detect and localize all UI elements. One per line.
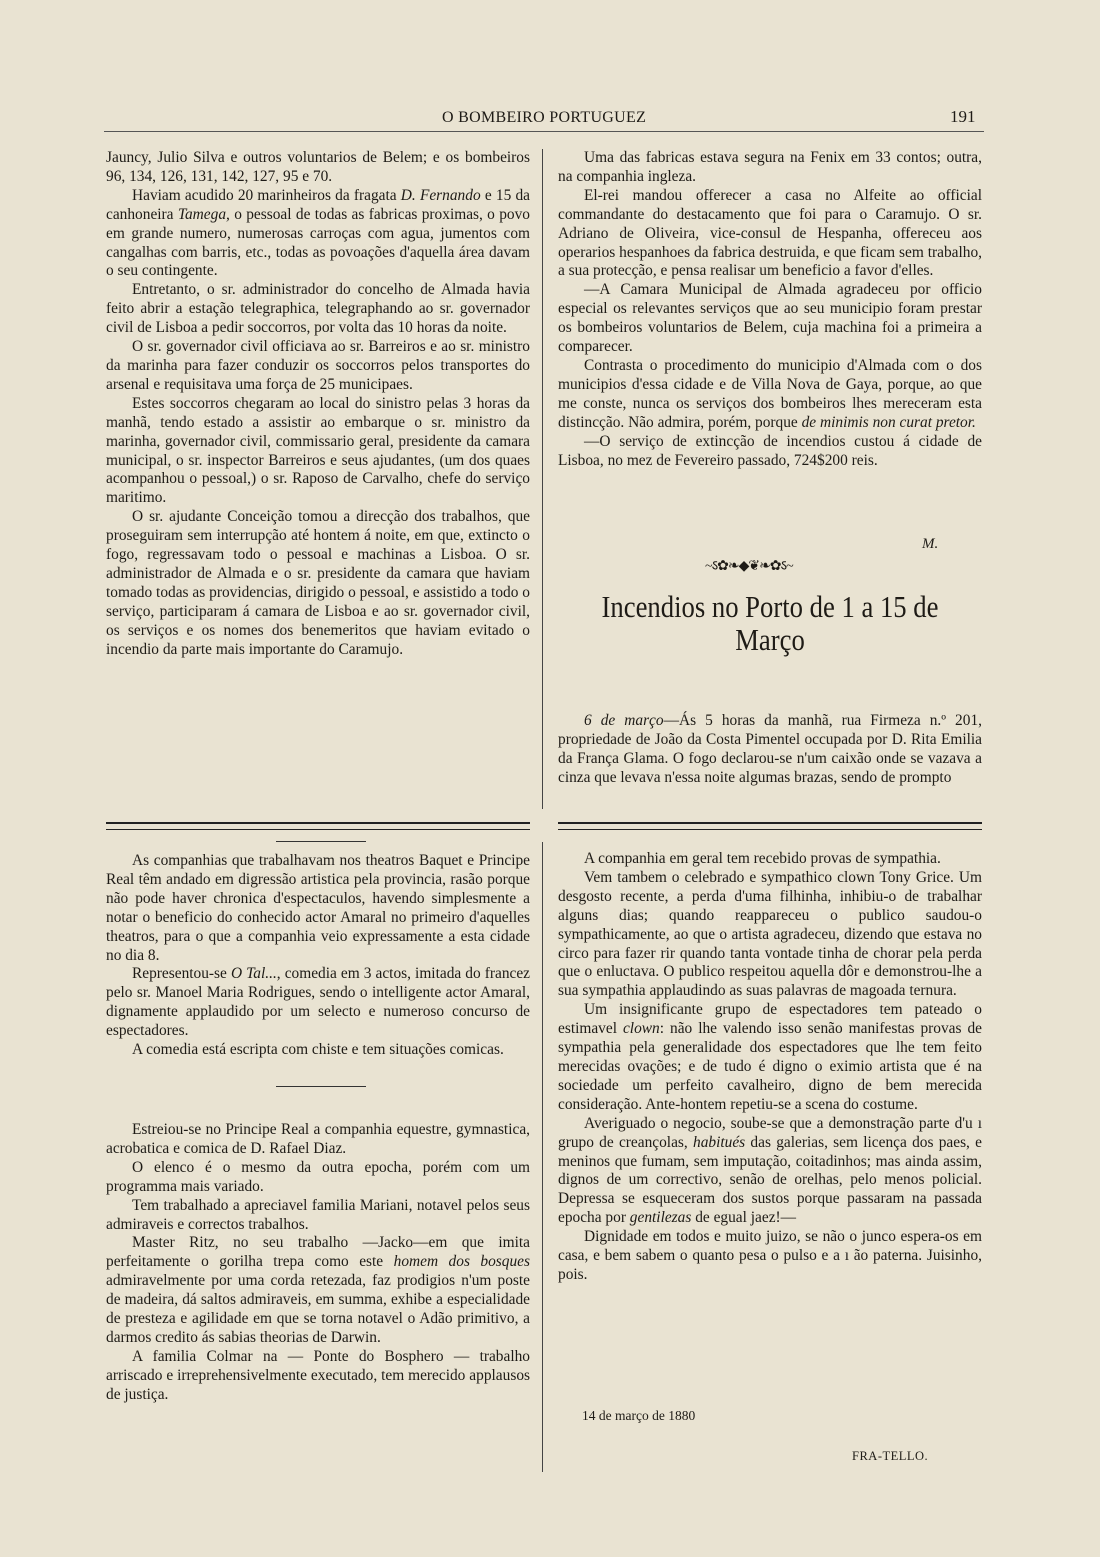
feuilleton-right (558, 850, 982, 1285)
short-rule (276, 1086, 366, 1087)
double-rule-left (106, 822, 530, 830)
paragraph: Averiguado o negocio, soube-se que a demonstração parte d'u ı grupo de creançolas, habitués das galerias, sem licença dos paes, e meninos que fumam, sem imputação, coitadinhos; mas ainda assim, dignos de um correctivo, senão de orelhas, pelo menos policial. Depressa se esqueceram dos sustos porque passaram na passada epocha por gentilezas de egual jaez!— (558, 1114, 983, 1227)
paragraph: Estes soccorros chegaram ao local do sinistro pelas 3 horas da manhã, tendo estado a assistir ao embarque o sr. ministro da marinha, governador civil, commissario geral, presidente da camara municipal, o sr. inspector Barreiros e seus ajudantes, (um dos quaes acompanhou o pessoal,) o sr. Raposo de Carvalho, chefe do serviço maritimo. (106, 394, 530, 507)
header-rule (104, 131, 984, 132)
incendio-paragraph: 6 de março—Ás 5 horas da manhã, rua Firmeza n.º 201, propriedade de João da Costa Pimentel occupada por D. Rita Emilia da França Glama. O fogo declarou-se n'um caixão onde se vazava a cinza que levava n'essa noite algumas brazas, sendo de prompto (558, 712, 982, 786)
author-signature: FRA-TELLO. (852, 1449, 929, 1463)
column-divider-bottom (542, 842, 543, 1472)
section-heading: Incendios no Porto de 1 a 15 de Março (601, 589, 939, 657)
paragraph: Master Ritz, no seu trabalho —Jacko—em que imita perfeitamente o gorilha trepa como este homem dos bosques admiravelmente por uma corda retezada, faz prodigios n'um poste de madeira, dá saltos admiraveis, em summa, exhibe a especialidade de presteza e agilidade em que se torna notavel o Adão primitivo, a darmos credito ás sabias theorias de Darwin. (106, 1234, 530, 1346)
paragraph: Vem tambem o celebrado e sympathico clown Tony Grice. Um desgosto recente, a perda d'uma filhinha, inhibiu-o de trabalhar alguns dias; quando reappareceu o publico saudou-o sympathicamente, ao que o artista agradeceu, dizendo que estava no circo para fazer rir quando tanta vontade tinha de chorar pela perda que o enluctava. O publico respeitou aquella dôr e demonstrou-lhe a sua sympathia applaudindo as suas palavras de magoada ternura. (558, 868, 982, 1000)
paragraph: Estreiou-se no Principe Real a companhia equestre, gymnastica, acrobatica e comica de D. Rafael Diaz. (106, 1120, 530, 1157)
paragraph: O sr. ajudante Conceição tomou a direcção dos trabalhos, que proseguiram sem interrupção até hontem á noite, em que, extincto o fogo, regressavam todo o pessoal e machinas a Lisboa. O sr. administrador de Almada e o sr. presidente da camara que haviam tomado todas as providencias, dirigido o pessoal, e assistido a todo o serviço, participaram á camara de Lisboa e ao sr. governador civil, os serviços e os nomes dos benemeritos que haviam evitado o incendio da parte mais importante do Caramujo. (106, 508, 530, 658)
paragraph: Um insignificante grupo de espectadores tem pateado o estimavel clown: não lhe valendo isso senão manifestas provas de sympathia pela generalidade dos espectadores que lhe tem feito merecidas ovações; e de tudo é digno o eximio artista que é na sociedade um perfeito cavalheiro, digno de bem merecida consideração. Ante-hontem repetiu-se a scena do costume. (558, 1001, 982, 1113)
dateline: 14 de março de 1880 (582, 1408, 696, 1423)
ornament-divider: ~ऽ✿❧◆❦❧✿ऽ~ (705, 559, 793, 574)
paragraph: As companhias que trabalhavam nos theatros Baquet e Principe Real têm andado em digressão artistica pela provincia, rasão porque não pode haver chronica d'espectaculos, havendo simplesmente a notar o beneficio do conhecido actor Amaral no primeiro d'aquelles theatros, para o que a companhia veio expressamente a esta cidade no dia 8. (106, 852, 530, 964)
double-rule-right (558, 822, 982, 830)
running-head-title: O BOMBEIRO PORTUGUEZ (442, 109, 647, 126)
short-rule (276, 841, 366, 842)
paragraph: O elenco é o mesmo da outra epocha, porém com um programma mais variado. (106, 1158, 530, 1195)
paragraph: El-rei mandou offerecer a casa no Alfeite ao official commandante do destacamento que foi para o Caramujo. O sr. Adriano de Oliveira, vice-consul de Hespanha, offereceu aos operarios hespanhoes da fabrica destruida, e que ficam sem trabalho, a sua protecção, e pensa realisar um beneficio a favor d'elles. (558, 186, 982, 280)
paragraph: —A Camara Municipal de Almada agradeceu por officio especial os relevantes serviços que ao seu municipio foram prestar os bombeiros voluntarios de Belem, cuja machina foi a primeira a comparecer. (558, 281, 982, 356)
column-divider-top (542, 149, 543, 809)
paragraph: Dignidade em todos e muito juizo, se não o junco espera-os em casa, e bem sabem o quanto pesa o pulso e a ı ão paterna. Juisinho, pois. (558, 1228, 982, 1283)
signature-m: M. (922, 536, 939, 552)
article-column-left-top (106, 149, 530, 659)
page-number: 191 (950, 107, 976, 126)
paragraph: Tem trabalhado a apreciavel familia Mariani, notavel pelos seus admiraveis e correctos trabalhos. (106, 1196, 530, 1233)
paragraph: Uma das fabricas estava segura na Fenix em 33 contos; outra, na companhia ingleza. (558, 149, 982, 185)
paragraph: Haviam acudido 20 marinheiros da fragata D. Fernando e 15 da canhoneira Tamega, o pessoal de todas as fabricas proximas, o povo em grande numero, numerosas carroças com agua, jumentos com cangalhas com barris, etc., todas as povoações d'aquella área davam o seu contingente. (106, 186, 531, 280)
paragraph: A comedia está escripta com chiste e tem situações comicas. (132, 1041, 504, 1059)
paragraph: Representou-se O Tal..., comedia em 3 actos, imitada do francez pelo sr. Manoel Maria Rodrigues, sendo o intelligente actor Amaral, dignamente applaudido por um selecto e numeroso concurso de espectadores. (106, 965, 531, 1040)
paragraph: A companhia em geral tem recebido provas de sympathia. (584, 850, 941, 867)
paragraph: —O serviço de extincção de incendios custou á cidade de Lisboa, no mez de Fevereiro passado, 724$200 reis. (558, 432, 982, 469)
paragraph: O sr. governador civil officiava ao sr. Barreiros e ao sr. ministro da marinha para fazer conduzir os soccorros pelos transportes do arsenal e requisitava uma força de 25 municipaes. (106, 338, 530, 393)
article-column-right-top (558, 149, 982, 470)
feuilleton-left (106, 841, 530, 1405)
paragraph: Contrasta o procedimento do municipio d'Almada com o dos municipios d'essa cidade e de Villa Nova de Gaya, porque, ao que me conste, nunca os serviços dos bombeiros lhes mereceram esta distincção. Não admira, porém, porque de minimis non curat pretor. (558, 356, 982, 431)
paragraph: Entretanto, o sr. administrador do concelho de Almada havia feito abrir a estação telegraphica, telegraphando ao sr. governador civil de Lisboa a pedir soccorros, por volta das 10 horas da noite. (106, 281, 530, 337)
paragraph: Jauncy, Julio Silva e outros voluntarios de Belem; e os bombeiros 96, 134, 126, 131, 142, 127, 95 e 70. (106, 149, 530, 185)
paragraph: A familia Colmar na — Ponte do Bosphero — trabalho arriscado e irreprehensivelmente executado, tem merecido applausos de justiça. (106, 1347, 530, 1403)
